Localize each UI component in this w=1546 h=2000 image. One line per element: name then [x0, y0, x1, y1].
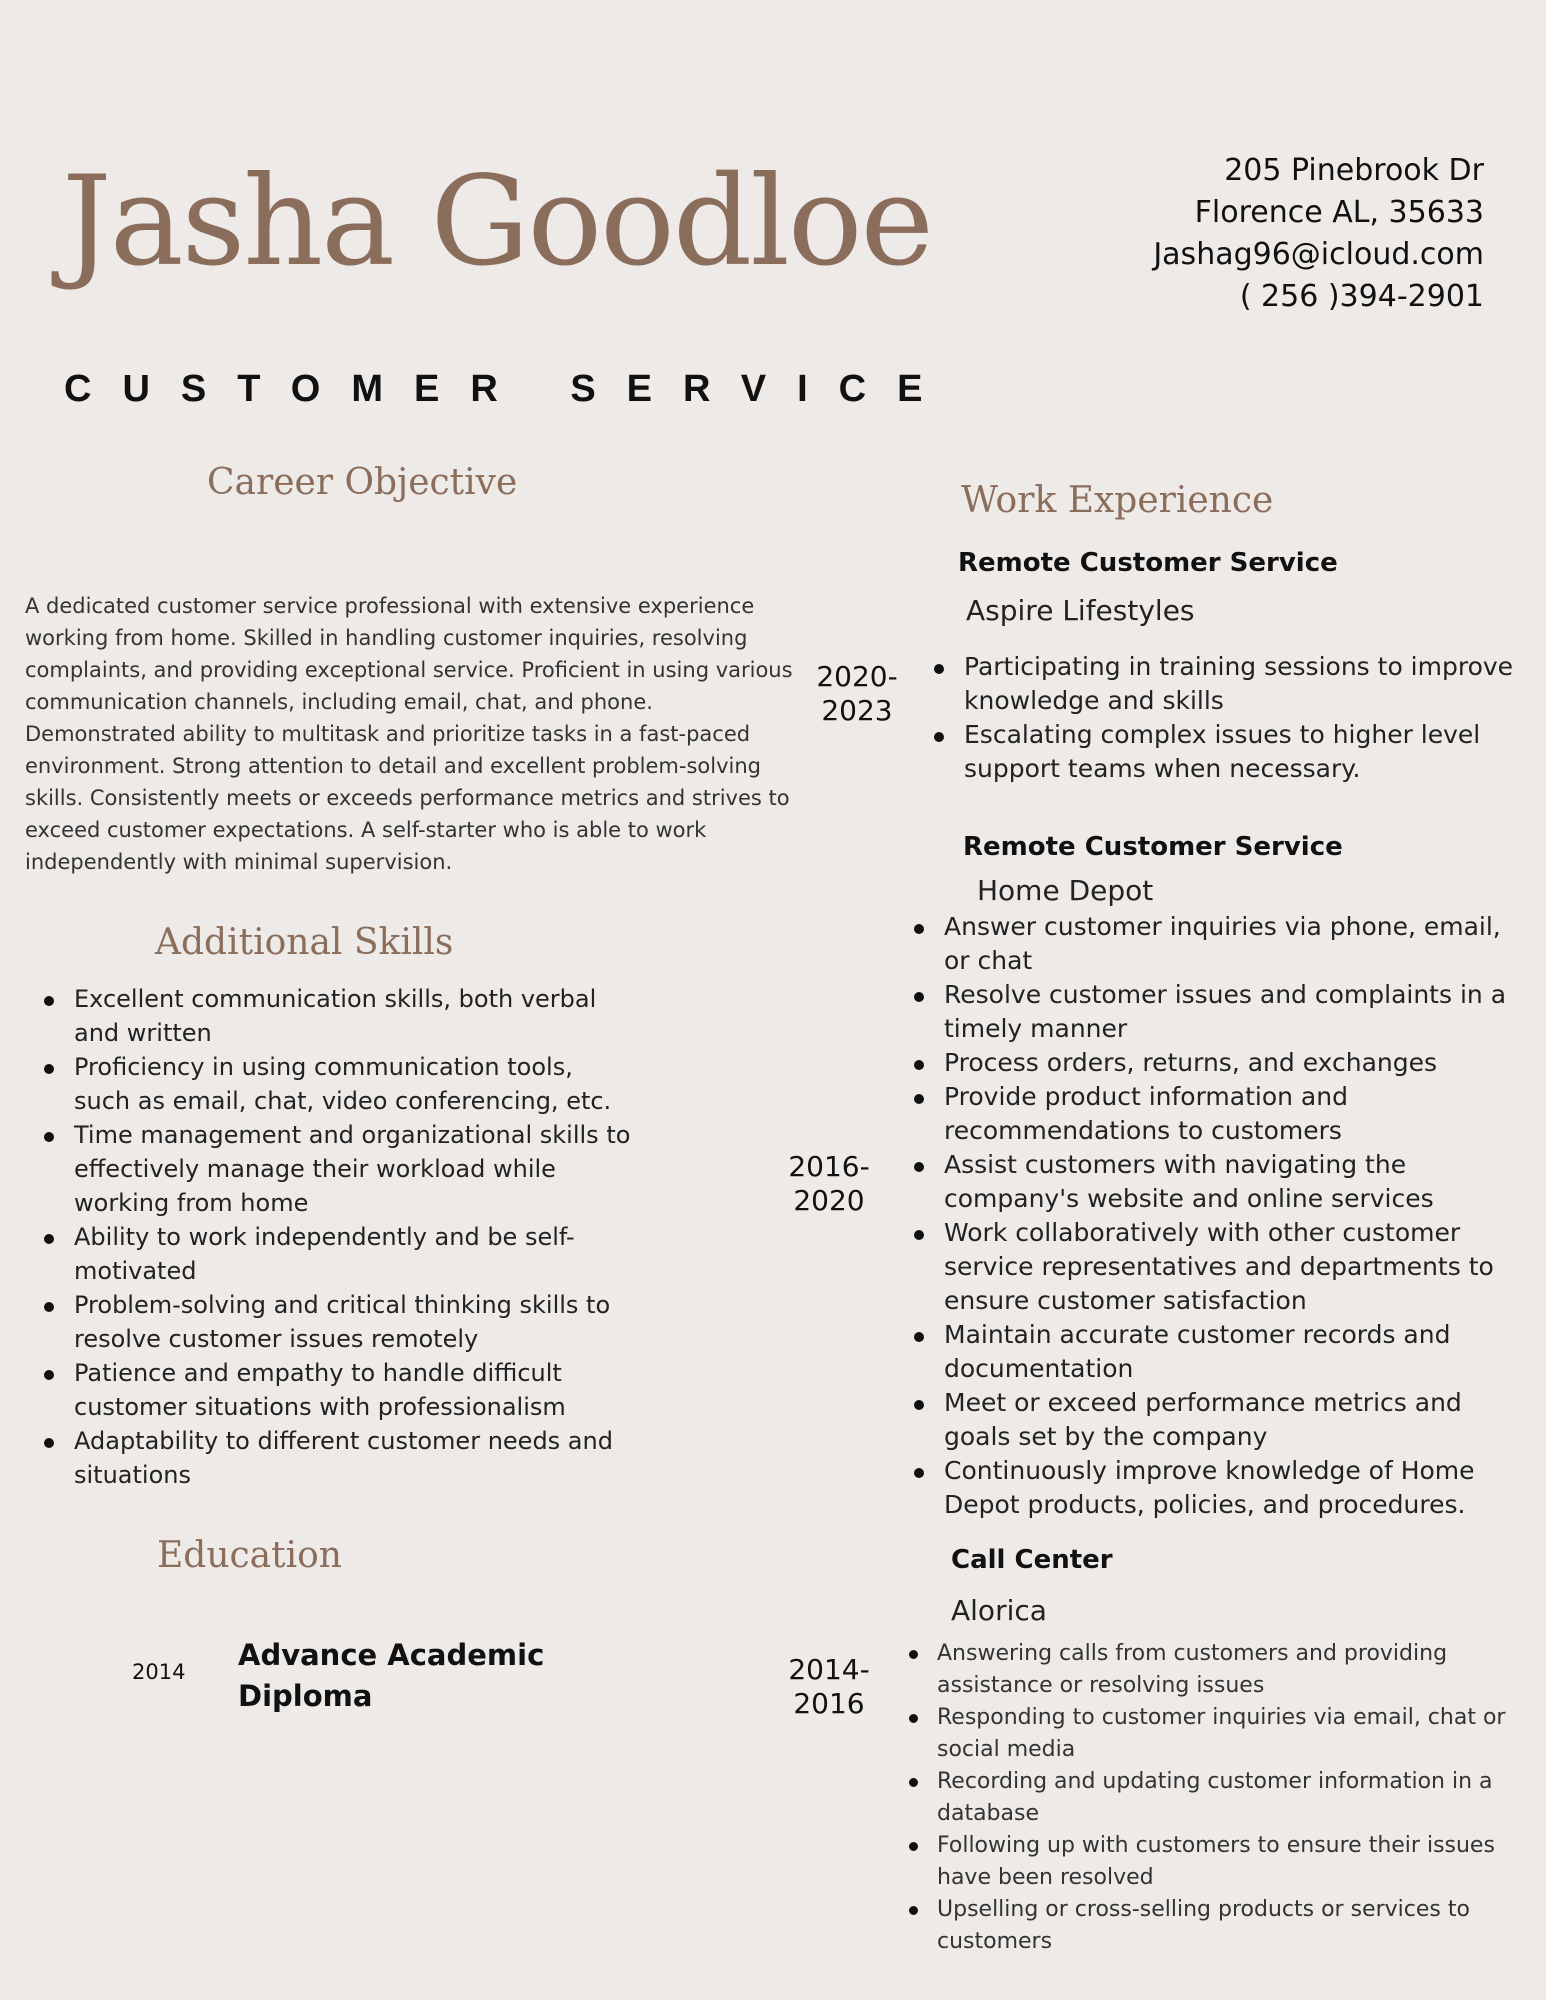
additional-skills-heading: Additional Skills: [155, 922, 454, 963]
list-item: Resolve customer issues and complaints in a timely manner: [944, 978, 1524, 1046]
job-company: Home Depot: [977, 874, 1154, 907]
job-title: Call Center: [951, 1545, 1113, 1575]
job-years: 2020- 2023: [816, 660, 898, 727]
job-duties-list: [964, 650, 1544, 786]
list-item: Responding to customer inquiries via email, chat or social media: [937, 1702, 1527, 1766]
list-item: Work collaboratively with other customer service representatives and departments to ensure customer satisfaction: [944, 1216, 1524, 1318]
job-company: Alorica: [951, 1594, 1047, 1627]
career-objective-text: A dedicated customer service professional with extensive experience working from home. Skilled in handling customer inquiries, resolving complaints, and providing exceptional service. Proficient in using various communication channels, including email, chat, and phone. Demonstrated ability to multitask and prioritize tasks in a fast-paced environment. Strong attention to detail and excellent problem-solving skills. Consistently meets or exceeds performance metrics and strives to exceed customer expectations. A self-starter who is able to work independently with minimal supervision.: [25, 594, 793, 874]
list-item: Adaptability to different customer needs and situations: [74, 1424, 634, 1492]
candidate-name: Jasha Goodloe: [62, 150, 932, 294]
list-item: Proficiency in using communication tools, such as email, chat, video conferencing, etc.: [74, 1050, 634, 1118]
list-item: Maintain accurate customer records and documentation: [944, 1318, 1524, 1386]
list-item: Answer customer inquiries via phone, email, or chat: [944, 910, 1524, 978]
work-experience-heading: Work Experience: [961, 480, 1274, 521]
list-item: Patience and empathy to handle difficult customer situations with professionalism: [74, 1356, 634, 1424]
education-heading: Education: [157, 1535, 342, 1576]
list-item: Upselling or cross-selling products or services to customers: [937, 1894, 1527, 1958]
list-item: Escalating complex issues to higher level support teams when necessary.: [964, 718, 1544, 786]
list-item: Excellent communication skills, both verbal and written: [74, 982, 634, 1050]
contact-phone: ( 256 )394-2901: [1239, 279, 1484, 314]
career-objective-heading: Career Objective: [207, 462, 518, 503]
job-title: Remote Customer Service: [958, 548, 1338, 578]
job-years: 2014- 2016: [788, 1653, 870, 1720]
list-item: Meet or exceed performance metrics and goals set by the company: [944, 1386, 1524, 1454]
contact-address-line: 205 Pinebrook Dr: [1224, 153, 1484, 188]
contact-email: Jashag96@icloud.com: [1153, 237, 1484, 272]
skills-list: [74, 982, 634, 1492]
list-item: Provide product information and recommendations to customers: [944, 1080, 1524, 1148]
list-item: Assist customers with navigating the company's website and online services: [944, 1148, 1524, 1216]
contact-block: [1153, 150, 1484, 318]
list-item: Continuously improve knowledge of Home Depot products, policies, and procedures.: [944, 1454, 1524, 1522]
contact-city-line: Florence AL, 35633: [1194, 195, 1484, 230]
job-title: Remote Customer Service: [963, 832, 1343, 862]
education-year: 2014: [132, 1660, 186, 1684]
list-item: Process orders, returns, and exchanges: [944, 1046, 1524, 1080]
list-item: Time management and organizational skills to effectively manage their workload while working from home: [74, 1118, 634, 1220]
list-item: Answering calls from customers and providing assistance or resolving issues: [937, 1638, 1527, 1702]
list-item: Recording and updating customer information in a database: [937, 1766, 1527, 1830]
job-years: 2016- 2020: [788, 1150, 870, 1217]
list-item: Problem-solving and critical thinking skills to resolve customer issues remotely: [74, 1288, 634, 1356]
role-title: CUSTOMER SERVICE: [64, 368, 954, 410]
list-item: Following up with customers to ensure their issues have been resolved: [937, 1830, 1527, 1894]
job-duties-list: [937, 1638, 1527, 1958]
job-duties-list: [944, 910, 1524, 1522]
list-item: Ability to work independently and be self-motivated: [74, 1220, 634, 1288]
education-degree: Advance Academic Diploma: [238, 1638, 545, 1713]
job-company: Aspire Lifestyles: [966, 594, 1195, 627]
list-item: Participating in training sessions to improve knowledge and skills: [964, 650, 1544, 718]
